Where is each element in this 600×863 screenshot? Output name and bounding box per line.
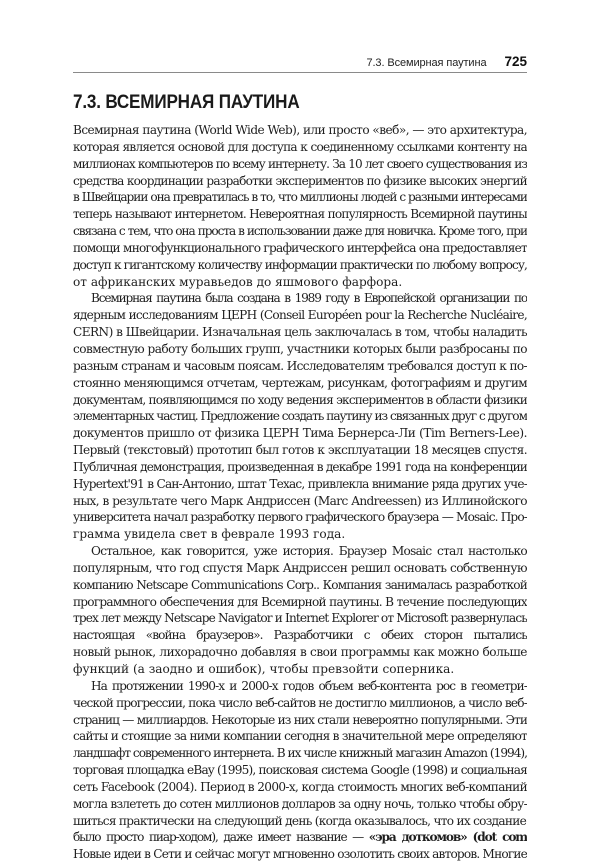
paragraph-line: миллионах компьютеров по всему интернету. За 10 лет своего существования из (73, 156, 527, 171)
paragraph-line: торговая площадка eBay (1995), поисковая система Google (1998) и социальная (73, 763, 527, 778)
paragraph-line: могла взлететь до сотен миллионов долларов за одну ночь, только чтобы обру- (73, 796, 527, 811)
paragraph (73, 678, 527, 863)
paragraph-line: которая является основой для доступа к соединенному ссылками контенту на (73, 139, 527, 154)
paragraph-line: ландшафт современного интернета. В их числе книжный магазин Amazon (1994), (73, 746, 527, 761)
paragraph-line: настоящая «война браузеров». Разработчики с обеих сторон пытались (73, 628, 527, 643)
paragraph-line: Публичная демонстрация, произведенная в декабре 1991 года на конференции (73, 459, 527, 474)
paragraph-line: университета начал разработку первого графического браузера — Mosaic. Про- (73, 510, 527, 525)
paragraph-line: стоянно меняющимся отчетам, чертежам, рисункам, фотографиям и другим (73, 375, 527, 390)
paragraph-line: документов пришло от физика ЦЕРН Тима Бернерса-Ли (Tim Berners-Lee). (73, 426, 527, 441)
paragraph-line: сеть Facebook (2004). Период в 2000-х, когда стоимость многих веб-компаний (73, 779, 527, 794)
paragraph-line (73, 829, 527, 846)
paragraph-line: Hypertext'91 в Сан-Антонио, штат Техас, привлекла внимание ряда других уче- (73, 476, 527, 491)
paragraph-line: шиться практически на следующий день (когда оказывалось, что их создание (73, 813, 527, 828)
section-heading: 7.3. ВСЕМИРНАЯ ПАУТИНА (73, 92, 300, 113)
paragraph-line: ядерным исследованиям ЦЕРН (Conseil Européen pour la Recherche Nucléaire, (73, 308, 527, 323)
paragraph-line: документам, появляющимся по ходу ведения экспериментов в области физики (73, 392, 527, 407)
paragraph-line: Всемирная паутина была создана в 1989 году в Европейской организации по (91, 291, 527, 306)
paragraph-line: теперь называют интернетом. Невероятная популярность Всемирной паутины (73, 207, 527, 222)
paragraph-line: трех лет между Netscape Navigator и Internet Explorer от Microsoft развернулась (73, 611, 527, 626)
header-divider (73, 72, 527, 73)
paragraph (73, 543, 527, 678)
paragraph (73, 122, 527, 290)
paragraph-line: Всемирная паутина (World Wide Web), или просто «веб», — это архитектура, (73, 123, 527, 137)
paragraph-line: доступ к гигантскому количеству информации практически по любому вопросу, (73, 257, 527, 272)
paragraph-line: совместную работу больших групп, участники которых были разбросаны по (73, 341, 527, 356)
paragraph-line: На протяжении 1990-х и 2000-х годов объем веб-контента рос в геометри- (91, 678, 527, 693)
paragraph-line: помощи многофункционального графического интерфейса она предоставляет (73, 240, 527, 255)
paragraph-line: в Швейцарии она превратилась в то, что миллионы людей с разными интересами (73, 190, 527, 205)
paragraph-line: от африканских муравьедов до яшмового фарфора. (73, 274, 403, 289)
paragraph-line: ческой прогрессии, пока число веб-сайтов не достигло миллионов, а число веб- (73, 695, 527, 710)
body-text (73, 122, 527, 863)
paragraph-line: популярным, что год спустя Марк Андриссен решил основать собственную (73, 560, 527, 575)
paragraph-line: компанию Netscape Communications Corp.. Компания занималась разработкой (73, 577, 527, 592)
paragraph-line: связана с тем, что она проста в использовании даже для новичка. Кроме того, при (73, 224, 527, 239)
bold-term: «эра доткомов» (dot com (368, 830, 527, 845)
paragraph-line: грамма увидела свет в феврале 1993 года. (73, 527, 346, 542)
paragraph-line: сайты и стоящие за ними компании сегодня в значительной мере определяют (73, 729, 527, 744)
page-number: 725 (504, 54, 527, 69)
paragraph-line: элементарных частиц. Предложение создать паутину из связанных друг с другом (73, 409, 527, 424)
paragraph-line: средства координации разработки экспериментов по физике высоких энергий (73, 173, 527, 188)
paragraph (73, 290, 527, 543)
paragraph-line: Новые идеи в Сети и сейчас могут мгновенно озолотить своих авторов. Многие (73, 847, 527, 862)
paragraph-line: Остальное, как говорится, уже история. Браузер Mosaic стал настолько (91, 544, 527, 559)
paragraph-line: программного обеспечения для Всемирной паутины. В течение последующих (73, 594, 527, 609)
paragraph-line: разным странам и часовым поясам. Исследователям требовался доступ к по- (73, 358, 527, 373)
paragraph-line: страниц — миллиардов. Некоторые из них стали невероятно популярными. Эти (73, 712, 527, 727)
line-text: было просто пиар-ходом), даже имеет название — (73, 830, 364, 845)
running-header (366, 54, 527, 69)
paragraph-line: CERN) в Швейцарии. Изначальная цель заключалась в том, чтобы наладить (73, 325, 527, 340)
paragraph-line: функций (а заодно и ошибок), чтобы превзойти соперника. (73, 662, 455, 676)
running-title: 7.3. Всемирная паутина (366, 57, 487, 69)
paragraph-line: Первый (текстовый) прототип был готов к эксплуатации 18 месяцев спустя. (73, 443, 527, 458)
paragraph-line: ных, в результате чего Марк Андриссен (Marc Andreessen) из Иллинойского (73, 493, 527, 508)
paragraph-line: новый рынок, лихорадочно добавляя в свои программы как можно больше (73, 645, 527, 660)
